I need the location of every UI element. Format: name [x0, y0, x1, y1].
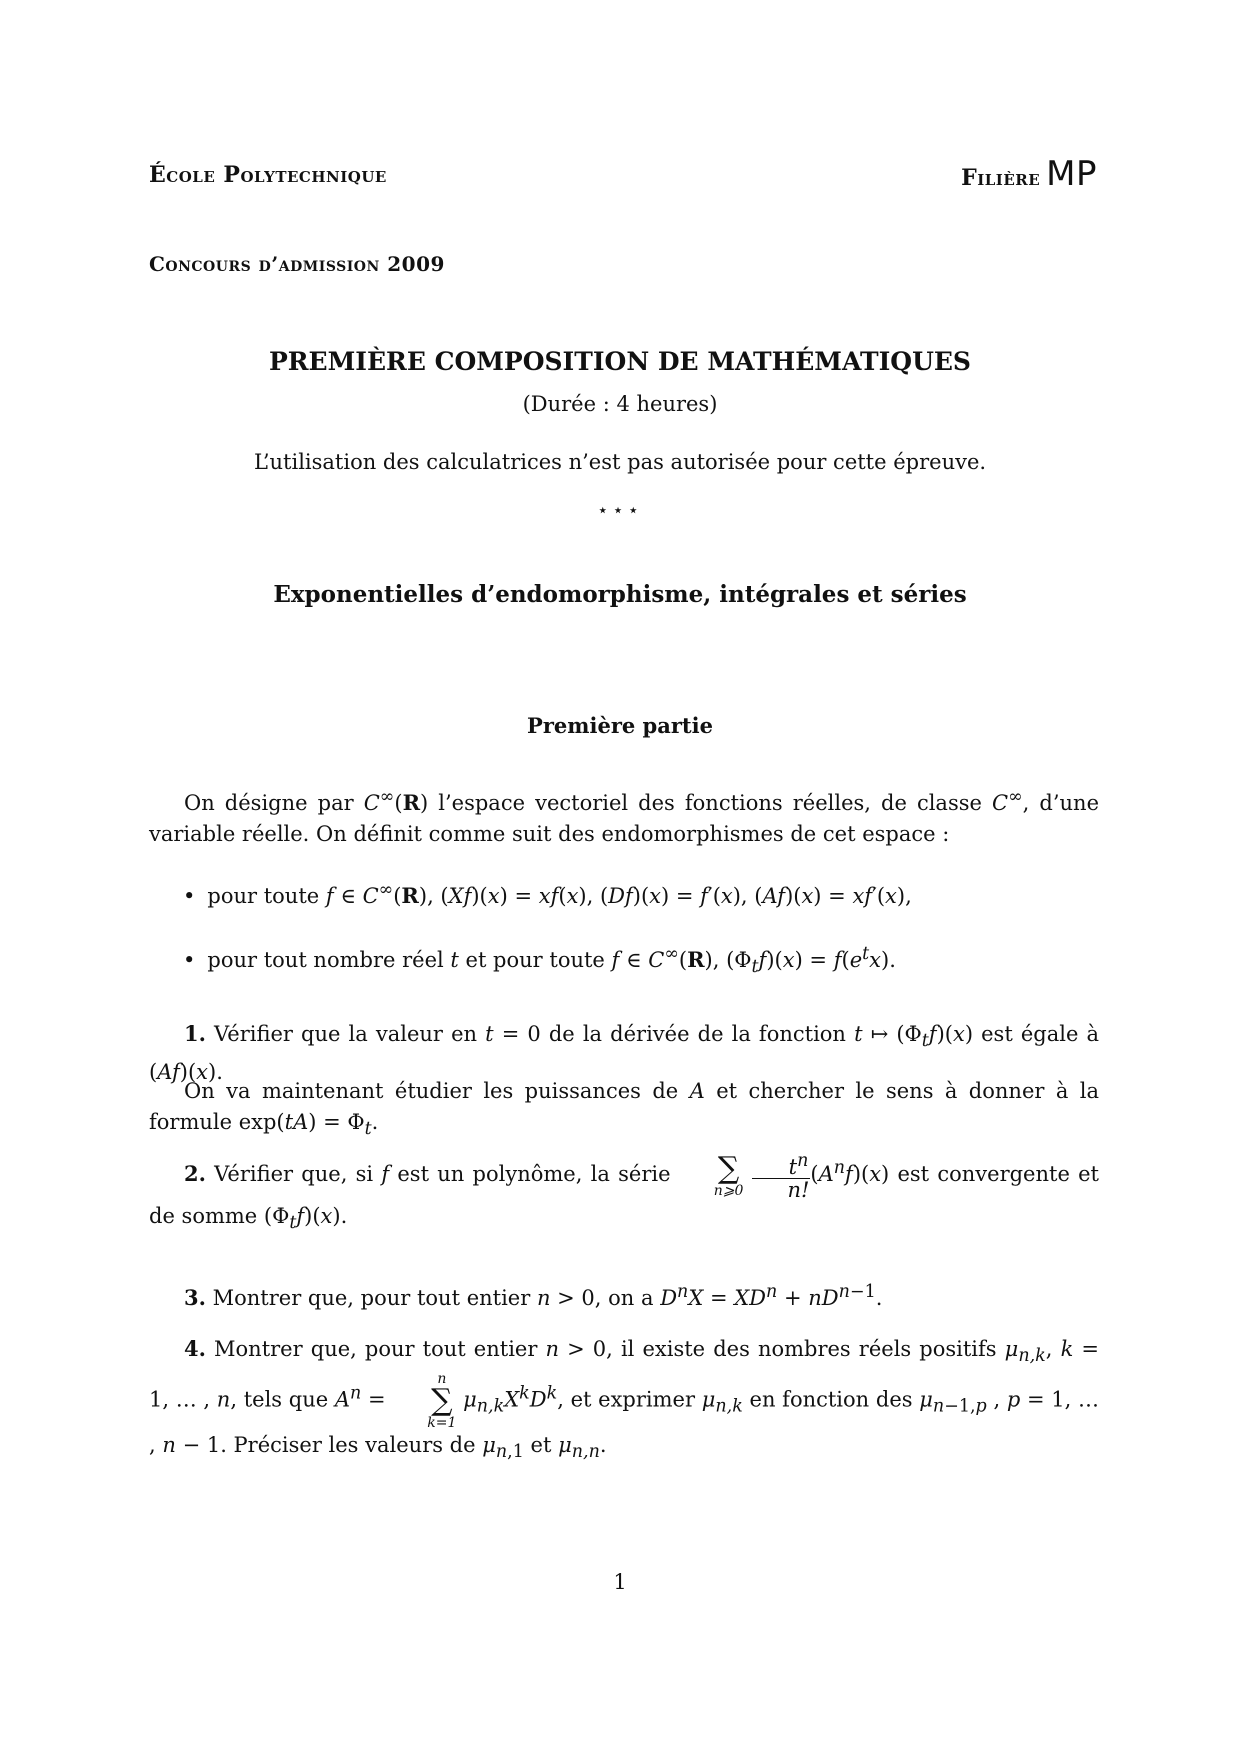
- filiere: [961, 154, 1097, 194]
- filiere-value: MP: [1046, 154, 1097, 194]
- page-number: 1: [613, 1570, 627, 1594]
- question-3: 3. Montrer que, pour tout entier n > 0, on a $D^nX = XD^n + nD^{n-1}$.: [184, 1282, 883, 1310]
- transition-paragraph: On va maintenant étudier les puissances de A et chercher le sens à donner à la formule $\exp(tA) = \Phi_t$.: [149, 1079, 1099, 1140]
- subject-title: Exponentielles d’endomorphisme, intégrales et séries: [273, 581, 967, 608]
- question-2: 2. Vérifier que, si f est un polynôme, la série ∑ n⩾0 $\frac{t^n}{n!}$ $(A^nf)(x)$ est convergente et de somme $(\Phi_tf)(x)$.: [149, 1150, 1099, 1234]
- question-1: 1. Vérifier que la valeur en t = 0 de la dérivée de la fonction t ↦ $(\Phi_tf)(x)$ est égale à (Af)(x).: [149, 1021, 1100, 1085]
- school-name: École Polytechnique: [149, 162, 387, 188]
- part-heading: Première partie: [527, 713, 713, 738]
- concours-title: Concours d’admission 2009: [149, 252, 445, 276]
- filiere-label: Filière: [961, 165, 1041, 191]
- intro-paragraph: On désigne par C∞(R) l’espace vectoriel des fonctions réelles, de classe C∞, d’une variable réelle. On définit comme suit des endomorphismes de cet espace :: [149, 787, 1100, 846]
- bullet-definition-1: • pour toute f ∈ C∞(R), (Xf)(x) = xf(x), (Df)(x) = f′(x), (Af)(x) = xf′(x),: [183, 880, 912, 908]
- composition-title: PREMIÈRE COMPOSITION DE MATHÉMATIQUES: [268, 347, 971, 376]
- bullet-definition-2: • pour tout nombre réel t et pour toute f ∈ C∞(R), $(\Phi_tf)(x) = f(e^tx)$.: [183, 944, 896, 978]
- duration: (Durée : 4 heures): [522, 392, 718, 416]
- calculator-note: L’utilisation des calculatrices n’est pas autorisée pour cette épreuve.: [253, 450, 987, 474]
- question-4: 4. Montrer que, pour tout entier n > 0, il existe des nombres réels positifs $\mu_{n,k}$, k = 1, … , n, tels que $A^n$ = n ∑ k=1 $\mu_{n,k}X^kD^k$, et exprimer $\mu_{n,k}$ en fonction des $\mu_{n-1,p}$ , p = 1, … , n − 1. Préciser les valeurs de $\mu_{n,1}$ et $\mu_{n,n}$.: [149, 1336, 1099, 1463]
- separator-stars: ⋆⋆⋆: [597, 500, 643, 521]
